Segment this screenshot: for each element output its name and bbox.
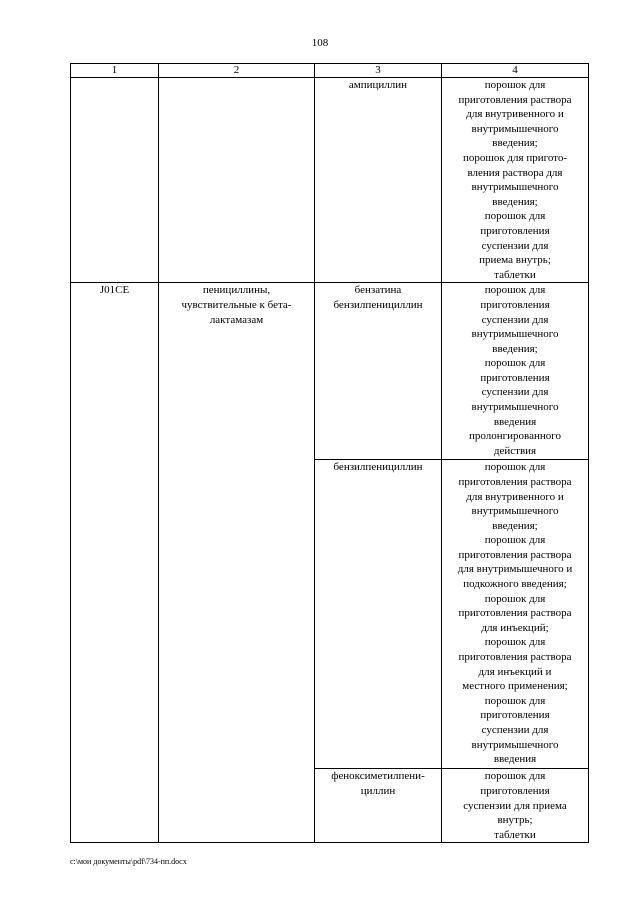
drug-name-cell: бензилпенициллин <box>315 460 442 769</box>
footer-file-path: c:\мои документы\pdf\734-пп.docx <box>70 857 187 866</box>
drug-table <box>70 63 589 843</box>
group-cell: пенициллины, чувствительные к бета- лактамазам <box>159 283 315 460</box>
table-row <box>71 769 589 843</box>
group-cell <box>159 78 315 283</box>
column-header-4: 4 <box>442 64 589 78</box>
table-row <box>71 283 589 460</box>
table-row <box>71 460 589 769</box>
drug-name-cell: ампициллин <box>315 78 442 283</box>
table-header-row <box>71 64 589 78</box>
group-cell <box>159 460 315 769</box>
column-header-3: 3 <box>315 64 442 78</box>
atc-code-cell <box>71 769 159 843</box>
dosage-forms-cell: порошок для приготовления суспензии для внутримышечного введения; порошок для приготовления суспензии для внутримышечного введения пролонгированного действия <box>442 283 589 460</box>
atc-code-cell <box>71 78 159 283</box>
drug-name-cell: феноксиметилпени- циллин <box>315 769 442 843</box>
column-header-1: 1 <box>71 64 159 78</box>
dosage-forms-cell: порошок для приготовления раствора для внутривенного и внутримышечного введения; порошок для приготовления раствора для внутримышечного и подкожного введения; порошок для приготовления раствора для инъекций; порошок для приготовления раствора для инъекций и местного применения; порошок для приготовления суспензии для внутримышечного введения <box>442 460 589 769</box>
atc-code-cell <box>71 460 159 769</box>
atc-code-cell: J01CE <box>71 283 159 460</box>
group-cell <box>159 769 315 843</box>
drug-name-cell: бензатина бензилпенициллин <box>315 283 442 460</box>
table-row <box>71 78 589 283</box>
dosage-forms-cell: порошок для приготовления раствора для внутривенного и внутримышечного введения; порошок для пригото- вления раствора для внутримышечного введения; порошок для приготовления суспензии для приема внутрь; таблетки <box>442 78 589 283</box>
column-header-2: 2 <box>159 64 315 78</box>
page-number: 108 <box>311 37 329 49</box>
dosage-forms-cell: порошок для приготовления суспензии для приема внутрь; таблетки <box>442 769 589 843</box>
